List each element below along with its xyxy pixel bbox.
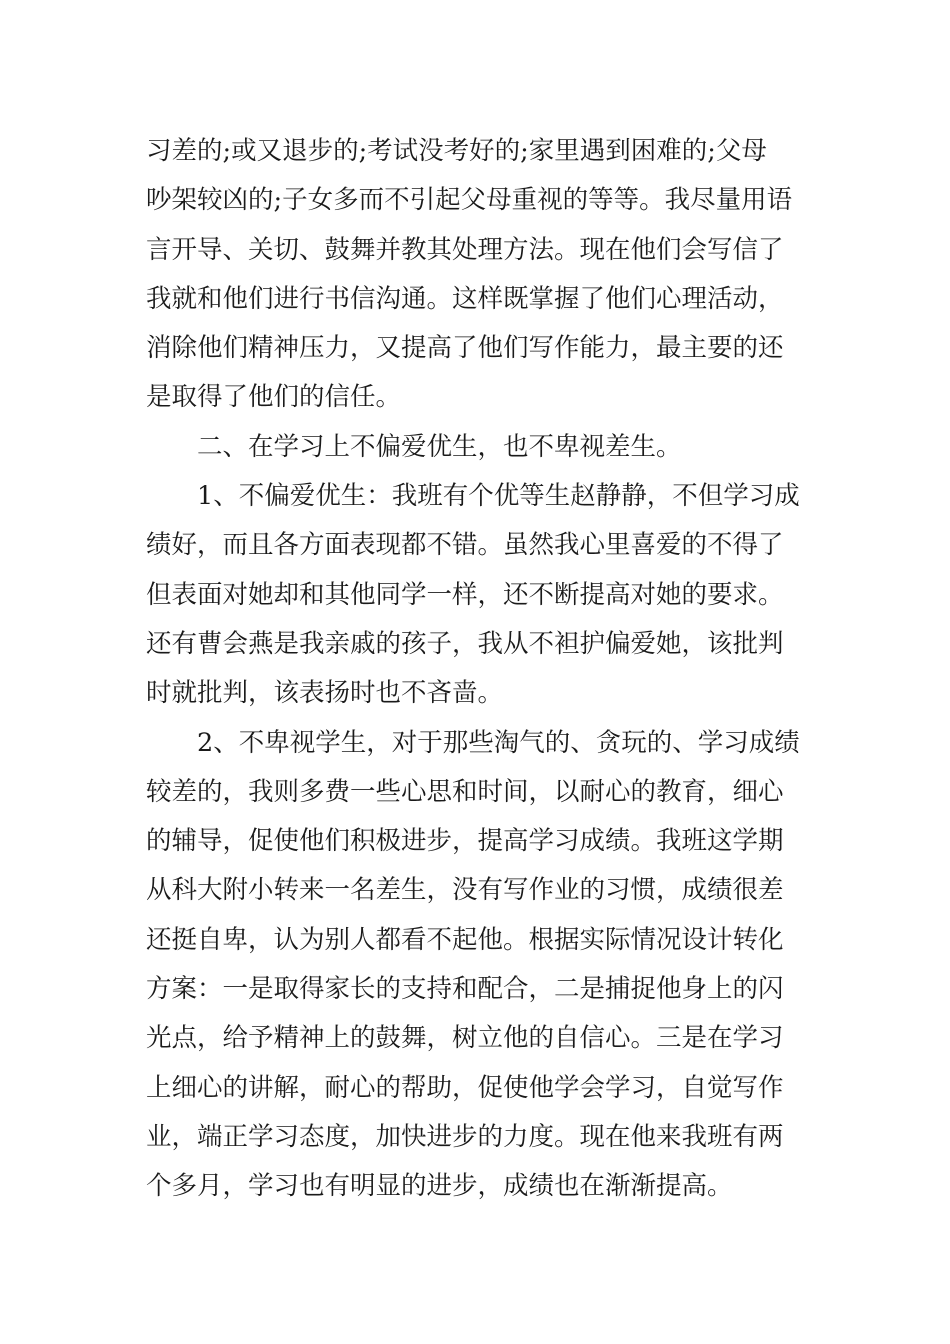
- text-line: 习差的;或又退步的;考试没考好的;家里遇到困难的;父母: [146, 136, 767, 166]
- text-line: 绩好，而且各方面表现都不错。虽然我心里喜爱的不得了: [146, 530, 784, 561]
- text-line: 光点，给予精神上的鼓舞，树立他的自信心。三是在学习: [146, 1023, 784, 1054]
- text-line: 从科大附小转来一名差生，没有写作业的习惯，成绩很差: [146, 875, 784, 906]
- text-line: 1、不偏爱优生：我班有个优等生赵静静，不但学习成: [197, 481, 800, 512]
- text-line: 上细心的讲解，耐心的帮助，促使他学会学习，自觉写作: [146, 1072, 784, 1103]
- text-line: 较差的，我则多费一些心思和时间，以耐心的教育，细心: [146, 776, 784, 807]
- text-line: 个多月，学习也有明显的进步，成绩也在渐渐提高。: [146, 1171, 733, 1202]
- section-heading: 二、在学习上不偏爱优生，也不卑视差生。: [197, 431, 682, 462]
- text-line: 还挺自卑，认为别人都看不起他。根据实际情况设计转化: [146, 924, 784, 955]
- text-line: 还有曹会燕是我亲戚的孩子，我从不袒护偏爱她，该批判: [146, 628, 784, 659]
- text-line: 方案：一是取得家长的支持和配合，二是捕捉他身上的闪: [146, 974, 784, 1005]
- text-line: 2、不卑视学生，对于那些淘气的、贪玩的、学习成绩: [197, 727, 800, 758]
- document-page: [146, 127, 814, 1212]
- text-line: 吵架较凶的;子女多而不引起父母重视的等等。我尽量用语: [146, 185, 793, 216]
- text-line: 我就和他们进行书信沟通。这样既掌握了他们心理活动，: [146, 283, 784, 314]
- text-line: 是取得了他们的信任。: [146, 382, 402, 413]
- text-line: 业，端正学习态度，加快进步的力度。现在他来我班有两: [146, 1121, 784, 1152]
- text-line: 但表面对她却和其他同学一样，还不断提高对她的要求。: [146, 579, 784, 610]
- text-line: 言开导、关切、鼓舞并教其处理方法。现在他们会写信了: [146, 234, 784, 265]
- text-line: 消除他们精神压力，又提高了他们写作能力，最主要的还: [146, 333, 784, 364]
- text-line: 时就批判，该表扬时也不吝啬。: [146, 678, 504, 709]
- text-line: 的辅导，促使他们积极进步，提高学习成绩。我班这学期: [146, 826, 784, 857]
